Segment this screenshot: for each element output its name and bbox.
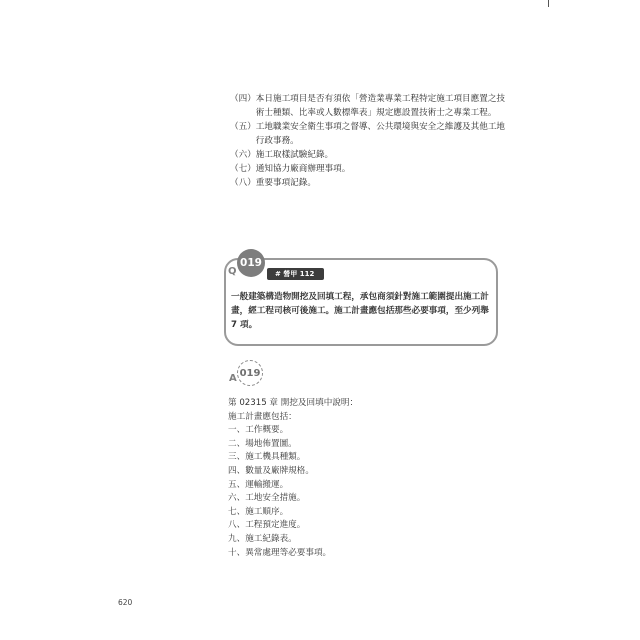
answer-line: 四、數量及廠牌規格。 — [228, 465, 314, 476]
answer-letter: A — [229, 373, 237, 384]
answer-line: 施工計畫應包括： — [228, 411, 297, 422]
list-item — [230, 162, 510, 176]
answer-line: 五、運輸搬運。 — [228, 479, 289, 490]
list-item-number: （四） — [230, 94, 256, 104]
answer-line: 七、施工順序。 — [228, 506, 289, 517]
question-letter: Q — [228, 266, 237, 277]
answer-line: 九、施工紀錄表。 — [228, 533, 297, 544]
list-item — [230, 176, 510, 190]
top-list — [230, 92, 510, 190]
list-item-number: （八） — [230, 178, 256, 188]
page-number: 620 — [118, 598, 133, 607]
answer-line: 六、工地安全措施。 — [228, 493, 306, 504]
list-item-text: 本日施工項目是否有須依「營造業專業工程特定施工項目應置之技術士種類、比率或人數標準表」規定應設置技術士之專業工程。 — [255, 94, 506, 118]
list-item — [230, 148, 510, 162]
answer-line: 二、場地佈置圖。 — [228, 438, 297, 449]
question-number-badge: 019 — [237, 249, 265, 277]
list-item — [230, 120, 510, 148]
list-item-text: 施工取樣試驗紀錄。 — [255, 150, 334, 160]
list-item-text: 重要事項記錄。 — [255, 178, 316, 188]
list-item-number: （五） — [230, 122, 256, 132]
answer-number-badge: 019 — [237, 360, 263, 386]
answer-line: 三、施工機具種類。 — [228, 452, 306, 463]
answer-line: 第 02315 章 開挖及回填中說明： — [228, 398, 359, 408]
question-source-tag: # 營甲 112 — [267, 268, 324, 280]
answer-line: 一、工作概要。 — [228, 425, 289, 436]
list-item-text: 通知協力廠商辦理事項。 — [255, 164, 351, 174]
answer-line: 八、工程預定進度。 — [228, 520, 306, 531]
answer-line: 十、異常處理等必要事項。 — [228, 547, 332, 558]
list-item — [230, 92, 510, 120]
list-item-number: （七） — [230, 164, 256, 174]
list-item-text: 工地職業安全衛生事項之督導、公共環境與安全之維護及其他工地行政事務。 — [255, 122, 506, 146]
page-edge-mark — [548, 0, 549, 7]
answer-body — [228, 397, 528, 560]
question-text: 一般建築構造物開挖及回填工程，承包商須針對施工範圍提出施工計畫，經工程司核可後施工。施工計畫應包括那些必要事項，至少列舉 7 項。 — [231, 292, 489, 330]
list-item-number: （六） — [230, 150, 256, 160]
